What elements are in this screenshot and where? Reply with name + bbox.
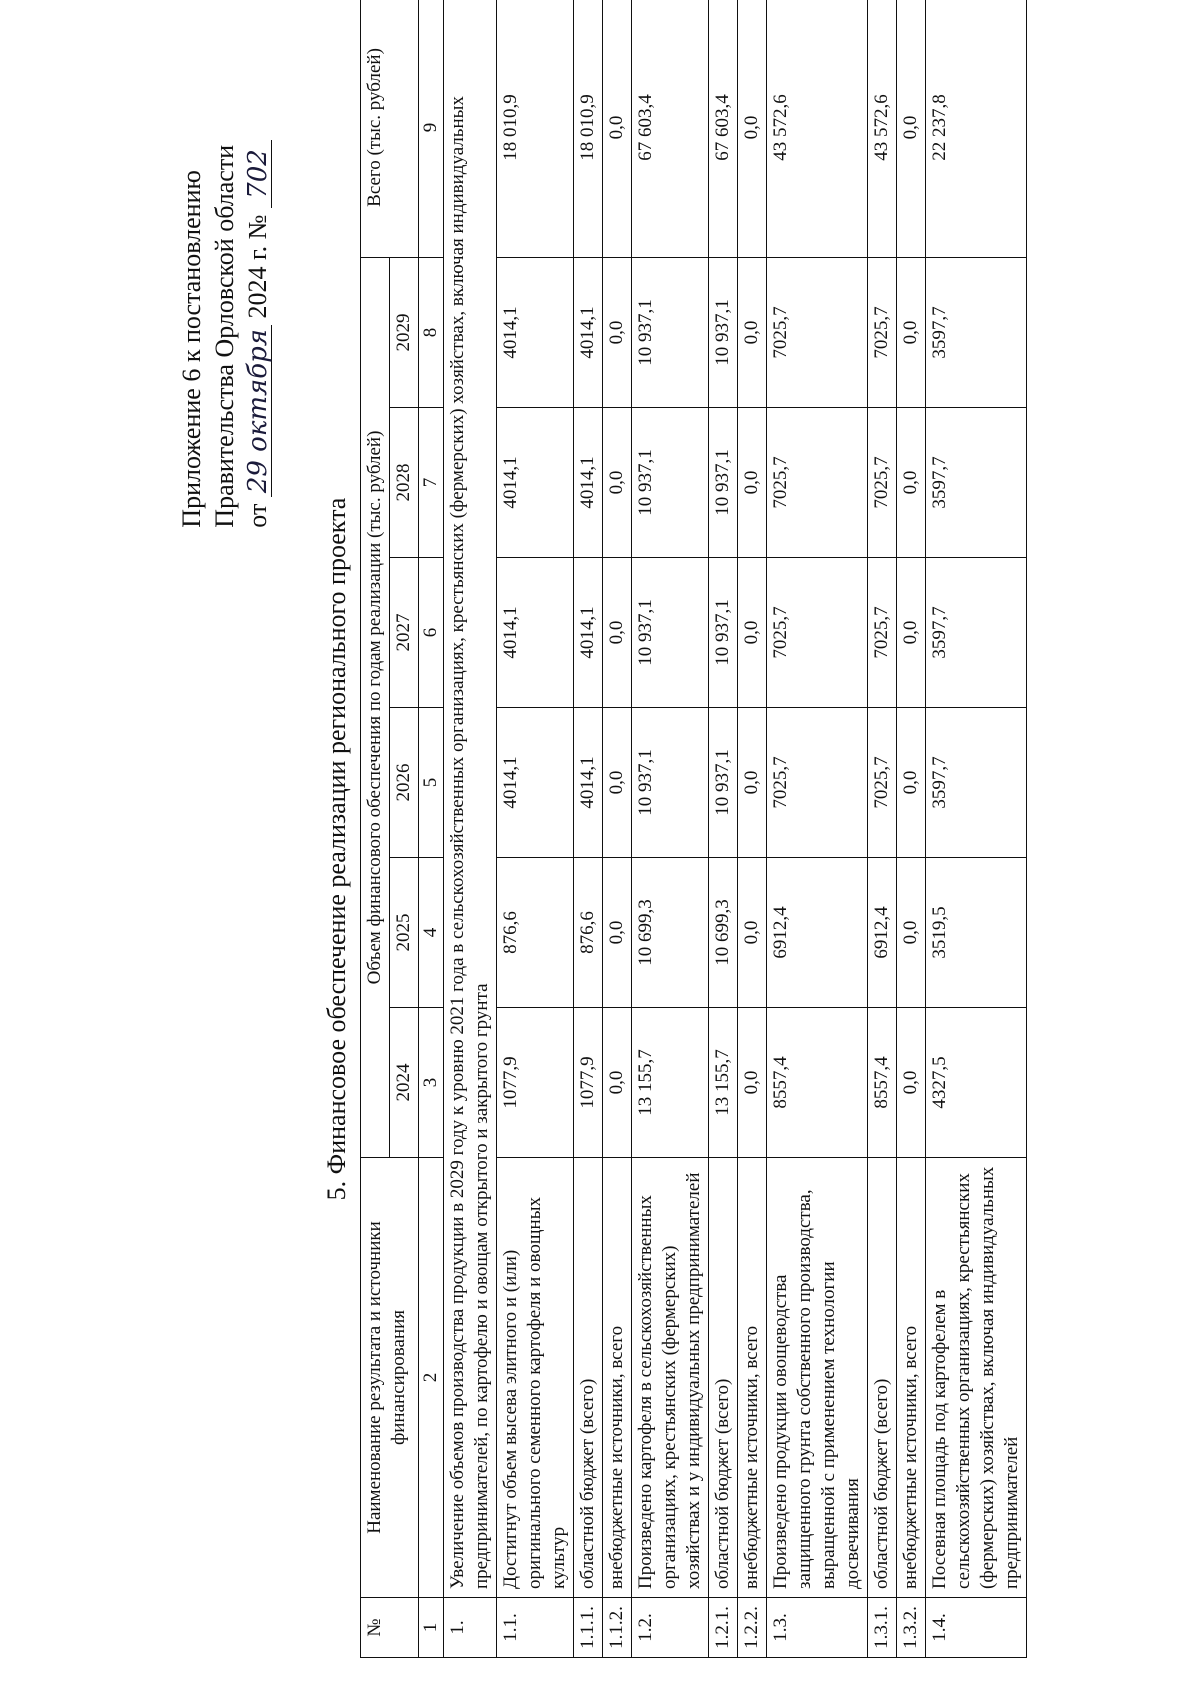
year-value: 4014,1 [497, 708, 574, 858]
year-value: 10 937,1 [709, 708, 738, 858]
year-value: 0,0 [603, 558, 632, 708]
year-header: 2026 [390, 708, 419, 858]
column-index: 4 [419, 858, 444, 1008]
date-prefix: от [243, 503, 272, 528]
appendix-header [175, 140, 274, 528]
column-index: 1 [419, 1598, 444, 1658]
row-name: областной бюджет (всего) [574, 1158, 603, 1598]
year-value: 7025,7 [868, 708, 897, 858]
year-header: 2025 [390, 858, 419, 1008]
column-index: 5 [419, 708, 444, 858]
column-index: 9 [419, 0, 444, 257]
year-value: 0,0 [603, 408, 632, 558]
row-total-value: 0,0 [603, 0, 632, 257]
header-row-1 [361, 0, 390, 1658]
year-label: 2024 г. № [243, 214, 272, 319]
table-row [574, 0, 603, 1658]
column-header-total: Всего (тыс. рублей) [361, 0, 419, 257]
year-value: 4014,1 [574, 708, 603, 858]
row-total-value: 22 237,8 [926, 0, 1027, 257]
row-number: 1.1. [497, 1598, 574, 1658]
row-name: внебюджетные источники, всего [738, 1158, 767, 1598]
year-value: 3519,5 [926, 858, 1027, 1008]
year-value: 10 937,1 [709, 558, 738, 708]
column-index: 6 [419, 558, 444, 708]
year-value: 13 155,7 [632, 1008, 709, 1158]
year-value: 876,6 [574, 858, 603, 1008]
table-body [444, 0, 1027, 1658]
year-value: 1077,9 [574, 1008, 603, 1158]
column-header-no: № [361, 1598, 419, 1658]
row-name: Произведено картофеля в сельскохозяйственных организациях, крестьянских (фермерских) хозяйствах и у индивидуальных предпринимателей [632, 1158, 709, 1598]
row-total-value: 18 010,9 [574, 0, 603, 257]
year-value: 7025,7 [767, 408, 868, 558]
year-value: 7025,7 [868, 408, 897, 558]
year-value: 10 937,1 [709, 257, 738, 407]
row-name: областной бюджет (всего) [868, 1158, 897, 1598]
year-value: 10 937,1 [632, 257, 709, 407]
row-name: Посевная площадь под картофелем в сельскохозяйственных организациях, крестьянских (фермерских) хозяйствах, включая индивидуальных предпринимателей [926, 1158, 1027, 1598]
table-row [738, 0, 767, 1658]
year-value: 0,0 [738, 708, 767, 858]
goal-row [444, 0, 497, 1658]
year-value: 6912,4 [767, 858, 868, 1008]
year-value: 7025,7 [767, 257, 868, 407]
year-value: 3597,7 [926, 708, 1027, 858]
year-value: 0,0 [603, 1008, 632, 1158]
row-total-value: 43 572,6 [868, 0, 897, 257]
row-total-value: 0,0 [897, 0, 926, 257]
year-value: 8557,4 [767, 1008, 868, 1158]
year-value: 4014,1 [574, 558, 603, 708]
appendix-line-3 [241, 140, 274, 528]
year-value: 0,0 [897, 257, 926, 407]
table-row [868, 0, 897, 1658]
row-name: Достигнут объем высева элитного и (или) оригинального семенного картофеля и овощных культур [497, 1158, 574, 1598]
year-value: 13 155,7 [709, 1008, 738, 1158]
year-value: 10 699,3 [709, 858, 738, 1008]
year-value: 4014,1 [574, 257, 603, 407]
row-number: 1.3.2. [897, 1598, 926, 1658]
row-total-value: 18 010,9 [497, 0, 574, 257]
table-row [632, 0, 709, 1658]
year-value: 6912,4 [868, 858, 897, 1008]
year-value: 7025,7 [868, 558, 897, 708]
year-value: 7025,7 [868, 257, 897, 407]
table-row [767, 0, 868, 1658]
year-value: 0,0 [897, 408, 926, 558]
row-number: 1.2.2. [738, 1598, 767, 1658]
column-index: 2 [419, 1158, 444, 1598]
year-value: 0,0 [603, 708, 632, 858]
table-row [709, 0, 738, 1658]
year-header: 2027 [390, 558, 419, 708]
row-number: 1.2. [632, 1598, 709, 1658]
finance-table [360, 0, 1027, 1658]
year-value: 4014,1 [497, 558, 574, 708]
year-value: 0,0 [897, 1008, 926, 1158]
row-number: 1.2.1. [709, 1598, 738, 1658]
row-number: 1. [444, 1598, 497, 1658]
year-value: 0,0 [738, 257, 767, 407]
year-value: 3597,7 [926, 558, 1027, 708]
row-total-value: 67 603,4 [709, 0, 738, 257]
year-value: 7025,7 [767, 708, 868, 858]
year-value: 7025,7 [767, 558, 868, 708]
row-number: 1.3. [767, 1598, 868, 1658]
year-value: 0,0 [603, 858, 632, 1008]
year-value: 0,0 [897, 858, 926, 1008]
row-name: внебюджетные источники, всего [897, 1158, 926, 1598]
row-number: 1.1.1. [574, 1598, 603, 1658]
goal-text: Увеличение объемов производства продукции в 2029 году к уровню 2021 года в сельскохозяйственных организациях, крестьянских (фермерских) хозяйствах, включая индивидуальных предпринимателей, по картофелю и овощам открытого и закрытого грунта [444, 0, 497, 1598]
column-index-row [419, 0, 444, 1658]
table-row [603, 0, 632, 1658]
row-number: 1.3.1. [868, 1598, 897, 1658]
year-value: 8557,4 [868, 1008, 897, 1158]
year-value: 0,0 [738, 408, 767, 558]
row-name: Произведено продукции овощеводства защищенного грунта собственного производства, выращенной с применением технологии досвечивания [767, 1158, 868, 1598]
year-header: 2024 [390, 1008, 419, 1158]
year-value: 3597,7 [926, 408, 1027, 558]
year-value: 10 699,3 [632, 858, 709, 1008]
year-value: 4327,5 [926, 1008, 1027, 1158]
table-row [897, 0, 926, 1658]
column-index: 3 [419, 1008, 444, 1158]
row-name: областной бюджет (всего) [709, 1158, 738, 1598]
handwritten-date: 29 октября [245, 325, 272, 497]
appendix-line-2: Правительства Орловской области [210, 144, 239, 528]
appendix-line-1: Приложение 6 к постановлению [177, 170, 206, 528]
year-value: 10 937,1 [632, 558, 709, 708]
year-value: 0,0 [897, 558, 926, 708]
year-value: 10 937,1 [632, 708, 709, 858]
table-row [926, 0, 1027, 1658]
row-total-value: 67 603,4 [632, 0, 709, 257]
year-value: 0,0 [603, 257, 632, 407]
year-value: 4014,1 [497, 257, 574, 407]
row-number: 1.4. [926, 1598, 1027, 1658]
year-value: 0,0 [738, 558, 767, 708]
year-value: 4014,1 [574, 408, 603, 558]
year-value: 0,0 [738, 858, 767, 1008]
column-header-volume: Объем финансового обеспечения по годам реализации (тыс. рублей) [361, 257, 390, 1157]
table-row [497, 0, 574, 1658]
year-value: 1077,9 [497, 1008, 574, 1158]
year-value: 4014,1 [497, 408, 574, 558]
row-total-value: 0,0 [738, 0, 767, 257]
year-value: 10 937,1 [709, 408, 738, 558]
year-header: 2029 [390, 257, 419, 407]
year-value: 0,0 [738, 1008, 767, 1158]
year-value: 0,0 [897, 708, 926, 858]
year-value: 10 937,1 [632, 408, 709, 558]
section-title: 5. Финансовое обеспечение реализации регионального проекта [322, 497, 351, 1201]
row-name: внебюджетные источники, всего [603, 1158, 632, 1598]
handwritten-number: 702 [245, 140, 272, 208]
column-index: 7 [419, 408, 444, 558]
row-total-value: 43 572,6 [767, 0, 868, 257]
year-value: 876,6 [497, 858, 574, 1008]
column-header-name: Наименование результата и источники финансирования [361, 1158, 419, 1598]
row-number: 1.1.2. [603, 1598, 632, 1658]
year-header: 2028 [390, 408, 419, 558]
column-index: 8 [419, 257, 444, 407]
year-value: 3597,7 [926, 257, 1027, 407]
